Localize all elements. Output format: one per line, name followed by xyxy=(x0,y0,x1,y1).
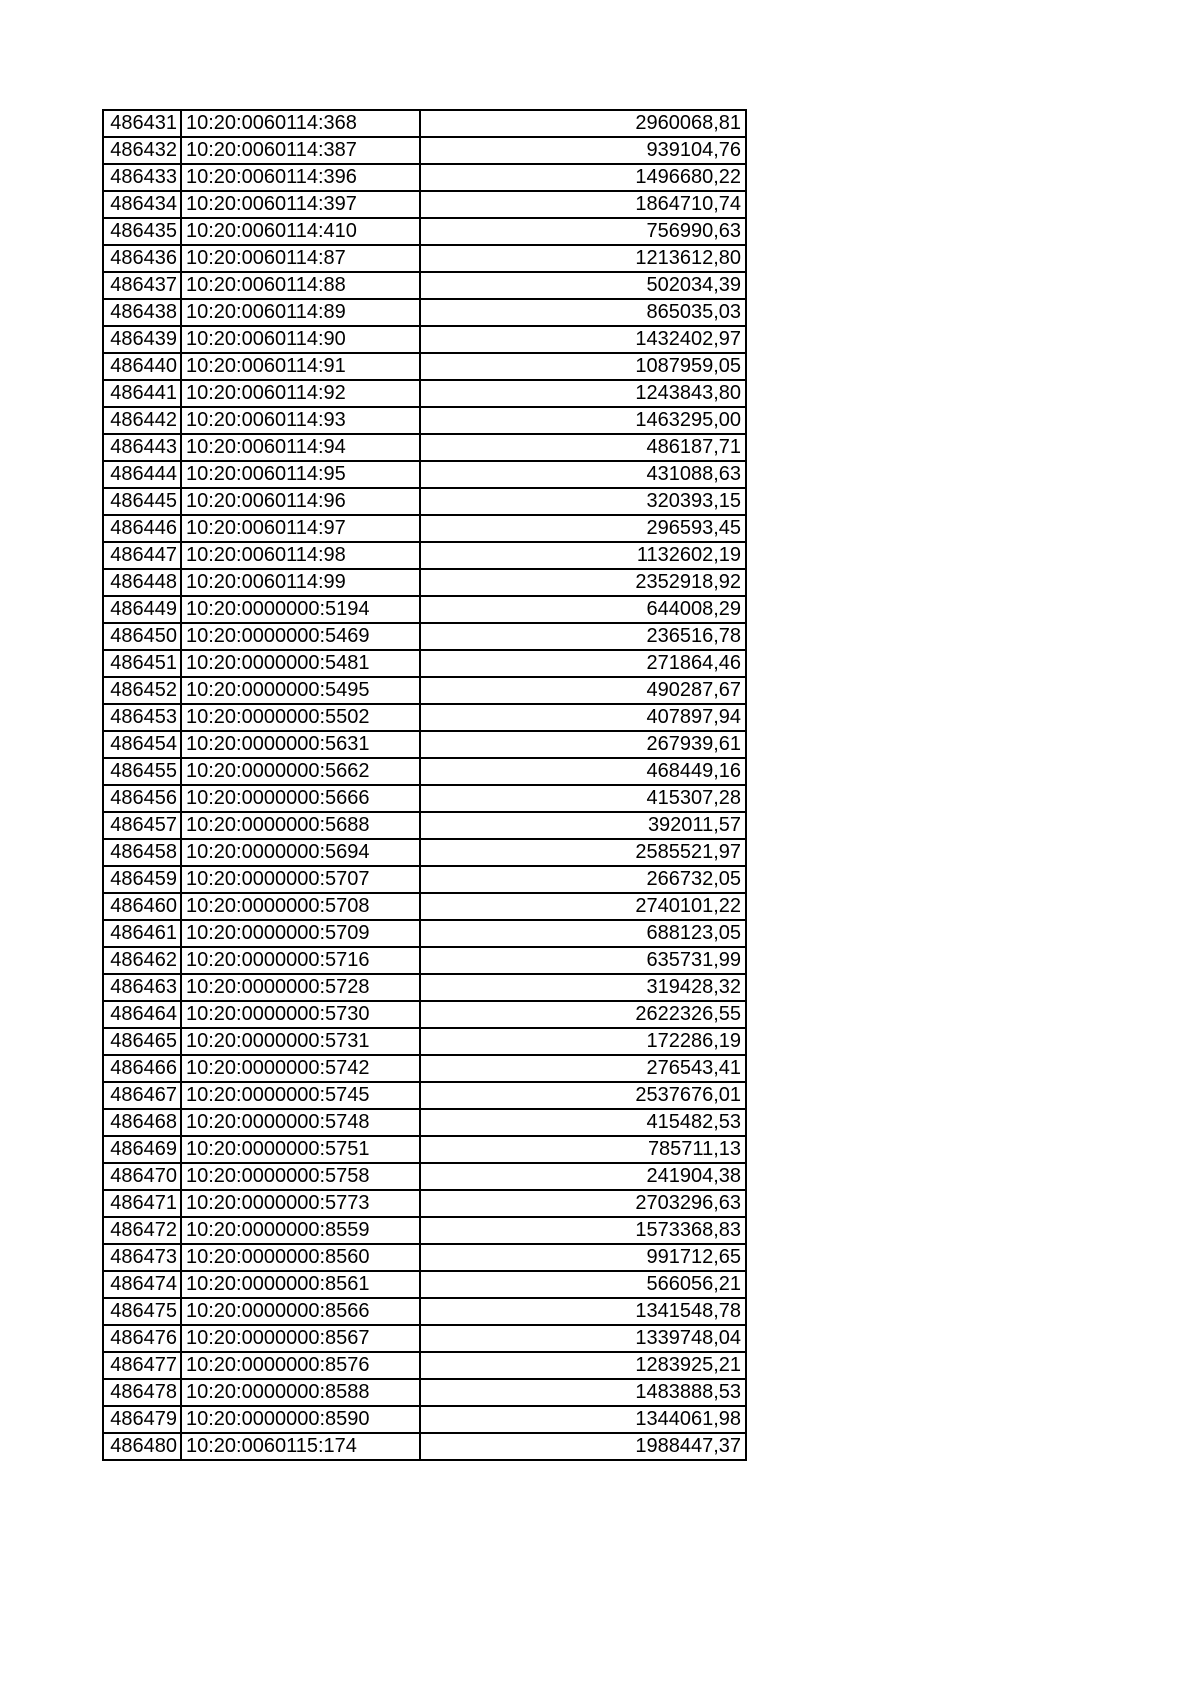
value-cell: 267939,61 xyxy=(420,731,746,758)
table-row xyxy=(103,1163,746,1190)
value-cell: 756990,63 xyxy=(420,218,746,245)
value-cell: 1339748,04 xyxy=(420,1325,746,1352)
value-cell: 1496680,22 xyxy=(420,164,746,191)
cadastral-number-cell: 10:20:0000000:5194 xyxy=(181,596,420,623)
table-body xyxy=(103,110,746,1460)
table-row xyxy=(103,704,746,731)
table-row xyxy=(103,650,746,677)
cadastral-number-cell: 10:20:0060114:90 xyxy=(181,326,420,353)
table-row xyxy=(103,461,746,488)
value-cell: 1132602,19 xyxy=(420,542,746,569)
row-number-cell: 486464 xyxy=(103,1001,181,1028)
table-row xyxy=(103,1298,746,1325)
cadastral-number-cell: 10:20:0060114:410 xyxy=(181,218,420,245)
table-row xyxy=(103,353,746,380)
cadastral-number-cell: 10:20:0060114:94 xyxy=(181,434,420,461)
table-row xyxy=(103,1001,746,1028)
value-cell: 2703296,63 xyxy=(420,1190,746,1217)
value-cell: 319428,32 xyxy=(420,974,746,1001)
cadastral-number-cell: 10:20:0060114:97 xyxy=(181,515,420,542)
row-number-cell: 486465 xyxy=(103,1028,181,1055)
row-number-cell: 486454 xyxy=(103,731,181,758)
value-cell: 320393,15 xyxy=(420,488,746,515)
cadastral-number-cell: 10:20:0000000:5469 xyxy=(181,623,420,650)
row-number-cell: 486441 xyxy=(103,380,181,407)
value-cell: 1463295,00 xyxy=(420,407,746,434)
cadastral-number-cell: 10:20:0060114:387 xyxy=(181,137,420,164)
row-number-cell: 486478 xyxy=(103,1379,181,1406)
row-number-cell: 486476 xyxy=(103,1325,181,1352)
row-number-cell: 486451 xyxy=(103,650,181,677)
table-row xyxy=(103,569,746,596)
value-cell: 865035,03 xyxy=(420,299,746,326)
row-number-cell: 486472 xyxy=(103,1217,181,1244)
value-cell: 2622326,55 xyxy=(420,1001,746,1028)
cadastral-number-cell: 10:20:0060114:92 xyxy=(181,380,420,407)
cadastral-number-cell: 10:20:0060114:89 xyxy=(181,299,420,326)
row-number-cell: 486438 xyxy=(103,299,181,326)
row-number-cell: 486444 xyxy=(103,461,181,488)
table-row xyxy=(103,245,746,272)
cadastral-number-cell: 10:20:0060114:88 xyxy=(181,272,420,299)
value-cell: 785711,13 xyxy=(420,1136,746,1163)
row-number-cell: 486446 xyxy=(103,515,181,542)
table-row xyxy=(103,1271,746,1298)
table-row xyxy=(103,731,746,758)
value-cell: 502034,39 xyxy=(420,272,746,299)
cadastral-number-cell: 10:20:0000000:5688 xyxy=(181,812,420,839)
cadastral-number-cell: 10:20:0000000:8560 xyxy=(181,1244,420,1271)
table-row xyxy=(103,407,746,434)
cadastral-number-cell: 10:20:0000000:5716 xyxy=(181,947,420,974)
cadastral-number-cell: 10:20:0000000:5709 xyxy=(181,920,420,947)
value-cell: 407897,94 xyxy=(420,704,746,731)
value-cell: 1344061,98 xyxy=(420,1406,746,1433)
cadastral-number-cell: 10:20:0000000:5730 xyxy=(181,1001,420,1028)
value-cell: 566056,21 xyxy=(420,1271,746,1298)
table-row xyxy=(103,1379,746,1406)
row-number-cell: 486467 xyxy=(103,1082,181,1109)
table-row xyxy=(103,488,746,515)
row-number-cell: 486466 xyxy=(103,1055,181,1082)
table-row xyxy=(103,1406,746,1433)
row-number-cell: 486474 xyxy=(103,1271,181,1298)
cadastral-number-cell: 10:20:0000000:5502 xyxy=(181,704,420,731)
cadastral-number-cell: 10:20:0060114:87 xyxy=(181,245,420,272)
table-row xyxy=(103,677,746,704)
value-cell: 2585521,97 xyxy=(420,839,746,866)
value-cell: 1573368,83 xyxy=(420,1217,746,1244)
row-number-cell: 486448 xyxy=(103,569,181,596)
value-cell: 1483888,53 xyxy=(420,1379,746,1406)
table-row xyxy=(103,974,746,1001)
cadastral-number-cell: 10:20:0000000:5708 xyxy=(181,893,420,920)
cadastral-number-cell: 10:20:0060114:396 xyxy=(181,164,420,191)
cadastral-number-cell: 10:20:0000000:5731 xyxy=(181,1028,420,1055)
table-row xyxy=(103,1433,746,1460)
cadastral-number-cell: 10:20:0000000:5707 xyxy=(181,866,420,893)
value-cell: 236516,78 xyxy=(420,623,746,650)
table-row xyxy=(103,785,746,812)
table-row xyxy=(103,1217,746,1244)
table-row xyxy=(103,191,746,218)
table-row xyxy=(103,1055,746,1082)
cadastral-number-cell: 10:20:0000000:5666 xyxy=(181,785,420,812)
cadastral-number-cell: 10:20:0000000:5694 xyxy=(181,839,420,866)
cadastral-number-cell: 10:20:0000000:8590 xyxy=(181,1406,420,1433)
value-cell: 415307,28 xyxy=(420,785,746,812)
row-number-cell: 486471 xyxy=(103,1190,181,1217)
value-cell: 1213612,80 xyxy=(420,245,746,272)
row-number-cell: 486433 xyxy=(103,164,181,191)
value-cell: 490287,67 xyxy=(420,677,746,704)
cadastral-number-cell: 10:20:0060114:397 xyxy=(181,191,420,218)
cadastral-number-cell: 10:20:0000000:5728 xyxy=(181,974,420,1001)
value-cell: 1283925,21 xyxy=(420,1352,746,1379)
table-row xyxy=(103,758,746,785)
cadastral-number-cell: 10:20:0060114:99 xyxy=(181,569,420,596)
row-number-cell: 486468 xyxy=(103,1109,181,1136)
value-cell: 688123,05 xyxy=(420,920,746,947)
value-cell: 2352918,92 xyxy=(420,569,746,596)
row-number-cell: 486463 xyxy=(103,974,181,1001)
cadastral-number-cell: 10:20:0000000:8561 xyxy=(181,1271,420,1298)
row-number-cell: 486456 xyxy=(103,785,181,812)
row-number-cell: 486475 xyxy=(103,1298,181,1325)
cadastral-number-cell: 10:20:0060114:93 xyxy=(181,407,420,434)
value-cell: 1432402,97 xyxy=(420,326,746,353)
value-cell: 468449,16 xyxy=(420,758,746,785)
cadastral-number-cell: 10:20:0000000:8588 xyxy=(181,1379,420,1406)
table-row xyxy=(103,893,746,920)
row-number-cell: 486457 xyxy=(103,812,181,839)
row-number-cell: 486443 xyxy=(103,434,181,461)
row-number-cell: 486435 xyxy=(103,218,181,245)
cadastral-number-cell: 10:20:0060114:91 xyxy=(181,353,420,380)
value-cell: 241904,38 xyxy=(420,1163,746,1190)
table-row xyxy=(103,1190,746,1217)
table-row xyxy=(103,1325,746,1352)
row-number-cell: 486437 xyxy=(103,272,181,299)
cadastral-number-cell: 10:20:0060114:96 xyxy=(181,488,420,515)
cadastral-number-cell: 10:20:0000000:5758 xyxy=(181,1163,420,1190)
cadastral-number-cell: 10:20:0000000:5631 xyxy=(181,731,420,758)
table-row xyxy=(103,596,746,623)
row-number-cell: 486477 xyxy=(103,1352,181,1379)
value-cell: 2960068,81 xyxy=(420,110,746,137)
row-number-cell: 486455 xyxy=(103,758,181,785)
value-cell: 415482,53 xyxy=(420,1109,746,1136)
cadastral-number-cell: 10:20:0060114:95 xyxy=(181,461,420,488)
cadastral-number-cell: 10:20:0000000:5751 xyxy=(181,1136,420,1163)
value-cell: 1341548,78 xyxy=(420,1298,746,1325)
cadastral-number-cell: 10:20:0000000:5481 xyxy=(181,650,420,677)
table-row xyxy=(103,272,746,299)
row-number-cell: 486450 xyxy=(103,623,181,650)
row-number-cell: 486449 xyxy=(103,596,181,623)
cadastral-number-cell: 10:20:0000000:5748 xyxy=(181,1109,420,1136)
value-cell: 431088,63 xyxy=(420,461,746,488)
cadastral-number-cell: 10:20:0000000:5745 xyxy=(181,1082,420,1109)
cadastral-number-cell: 10:20:0000000:5773 xyxy=(181,1190,420,1217)
table-row xyxy=(103,1109,746,1136)
cadastral-number-cell: 10:20:0060114:368 xyxy=(181,110,420,137)
row-number-cell: 486453 xyxy=(103,704,181,731)
row-number-cell: 486459 xyxy=(103,866,181,893)
row-number-cell: 486434 xyxy=(103,191,181,218)
value-cell: 939104,76 xyxy=(420,137,746,164)
value-cell: 2740101,22 xyxy=(420,893,746,920)
value-cell: 1243843,80 xyxy=(420,380,746,407)
row-number-cell: 486442 xyxy=(103,407,181,434)
table-row xyxy=(103,542,746,569)
table-row xyxy=(103,1244,746,1271)
value-cell: 635731,99 xyxy=(420,947,746,974)
row-number-cell: 486470 xyxy=(103,1163,181,1190)
row-number-cell: 486439 xyxy=(103,326,181,353)
table-row xyxy=(103,218,746,245)
cadastral-number-cell: 10:20:0000000:8567 xyxy=(181,1325,420,1352)
table-row xyxy=(103,434,746,461)
row-number-cell: 486452 xyxy=(103,677,181,704)
row-number-cell: 486432 xyxy=(103,137,181,164)
cadastral-number-cell: 10:20:0060115:174 xyxy=(181,1433,420,1460)
cadastral-number-cell: 10:20:0000000:8576 xyxy=(181,1352,420,1379)
table-row xyxy=(103,1136,746,1163)
table-row xyxy=(103,623,746,650)
row-number-cell: 486447 xyxy=(103,542,181,569)
value-cell: 2537676,01 xyxy=(420,1082,746,1109)
value-cell: 1988447,37 xyxy=(420,1433,746,1460)
table-row xyxy=(103,137,746,164)
table-row xyxy=(103,839,746,866)
cadastral-number-cell: 10:20:0000000:5662 xyxy=(181,758,420,785)
table-row xyxy=(103,1352,746,1379)
row-number-cell: 486479 xyxy=(103,1406,181,1433)
row-number-cell: 486431 xyxy=(103,110,181,137)
row-number-cell: 486462 xyxy=(103,947,181,974)
cadastral-number-cell: 10:20:0000000:8566 xyxy=(181,1298,420,1325)
value-cell: 266732,05 xyxy=(420,866,746,893)
row-number-cell: 486436 xyxy=(103,245,181,272)
table-row xyxy=(103,1028,746,1055)
row-number-cell: 486473 xyxy=(103,1244,181,1271)
table-row xyxy=(103,1082,746,1109)
value-cell: 644008,29 xyxy=(420,596,746,623)
row-number-cell: 486458 xyxy=(103,839,181,866)
value-cell: 172286,19 xyxy=(420,1028,746,1055)
table-row xyxy=(103,920,746,947)
table-row xyxy=(103,299,746,326)
value-cell: 486187,71 xyxy=(420,434,746,461)
table-row xyxy=(103,110,746,137)
row-number-cell: 486460 xyxy=(103,893,181,920)
row-number-cell: 486469 xyxy=(103,1136,181,1163)
row-number-cell: 486440 xyxy=(103,353,181,380)
value-cell: 276543,41 xyxy=(420,1055,746,1082)
value-cell: 392011,57 xyxy=(420,812,746,839)
value-cell: 1864710,74 xyxy=(420,191,746,218)
value-cell: 1087959,05 xyxy=(420,353,746,380)
row-number-cell: 486445 xyxy=(103,488,181,515)
cadastral-number-cell: 10:20:0000000:5495 xyxy=(181,677,420,704)
table-row xyxy=(103,164,746,191)
table-row xyxy=(103,380,746,407)
table-row xyxy=(103,515,746,542)
cadastral-number-cell: 10:20:0060114:98 xyxy=(181,542,420,569)
value-cell: 991712,65 xyxy=(420,1244,746,1271)
cadastral-value-table xyxy=(102,109,747,1461)
value-cell: 271864,46 xyxy=(420,650,746,677)
table-row xyxy=(103,947,746,974)
cadastral-number-cell: 10:20:0000000:8559 xyxy=(181,1217,420,1244)
value-cell: 296593,45 xyxy=(420,515,746,542)
table-row xyxy=(103,866,746,893)
row-number-cell: 486461 xyxy=(103,920,181,947)
table-row xyxy=(103,326,746,353)
cadastral-number-cell: 10:20:0000000:5742 xyxy=(181,1055,420,1082)
table-row xyxy=(103,812,746,839)
row-number-cell: 486480 xyxy=(103,1433,181,1460)
